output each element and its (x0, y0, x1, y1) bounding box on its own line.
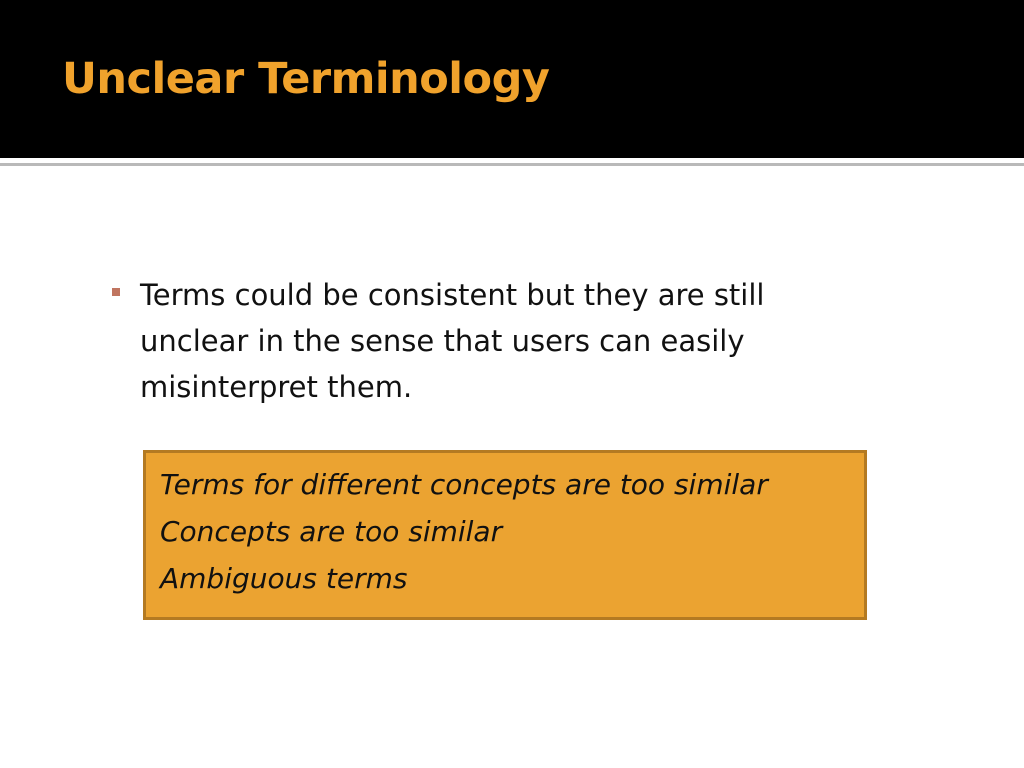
bullet-list (108, 272, 848, 410)
callout-line: Concepts are too similar (160, 515, 503, 548)
title-bar (0, 0, 1024, 158)
square-bullet-icon (112, 288, 120, 296)
title-divider (0, 163, 1024, 166)
bullet-text: Terms could be consistent but they are still unclear in the sense that users can easily misinterpret them. (140, 278, 765, 404)
callout-line: Terms for different concepts are too similar (160, 468, 768, 501)
bullet-item (108, 272, 848, 410)
callout-line: Ambiguous terms (160, 562, 408, 595)
callout-box (143, 450, 867, 620)
slide-title: Unclear Terminology (62, 54, 550, 104)
